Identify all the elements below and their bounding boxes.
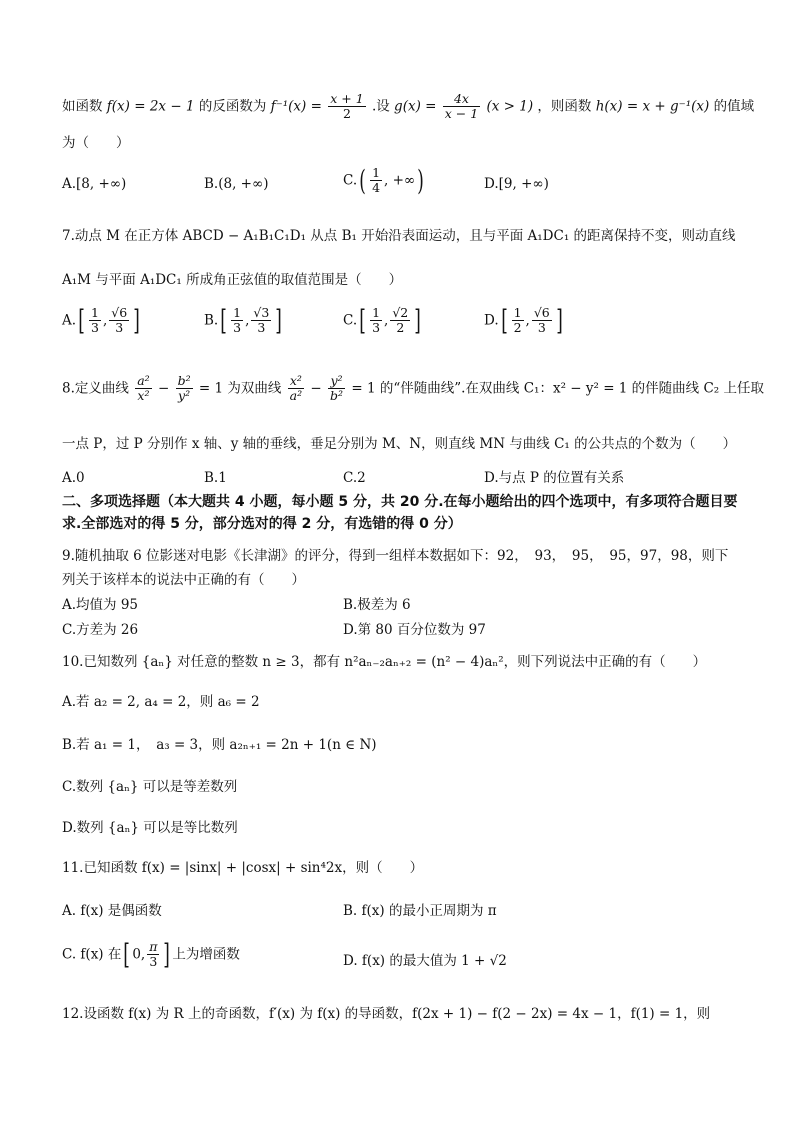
section-heading: 二、多项选择题（本大题共 4 小题，每小题 5 分，共 20 分.在每小题给出的四个选项中，有多项符合题目要求.全部选对的得 5 分，部分选对的得 2 分，有选错的得 0 分） xyxy=(62,494,738,532)
q9-option-a: A.均值为 95 xyxy=(62,597,139,613)
q6-g-definition: g(x) = xyxy=(394,98,437,115)
q7-option-c: C.[ $\frac{1}{3}$ , $\frac{√2}{2}$ ] xyxy=(343,303,421,337)
q9-line2: 列关于该样本的说法中正确的有（ ） xyxy=(62,572,305,588)
q10-line1: 10.已知数列 {aₙ} 对任意的整数 n ≥ 3，都有 n²aₙ₋₂aₙ₊₂ = (n² − 4)aₙ²，则下列说法中正确的有（ ） xyxy=(62,654,707,670)
q6-line2: 为（ ） xyxy=(62,135,130,151)
q7-line2: A₁M 与平面 A₁DC₁ 所成角正弦值的取值范围是（ ） xyxy=(62,272,403,288)
q7-option-d: D.[ $\frac{1}{2}$ , $\frac{√6}{3}$ ] xyxy=(484,303,563,337)
q6-fraction-1: $\frac{x + 1}{2}$ xyxy=(330,91,364,122)
q11-option-b: B. f(x) 的最小正周期为 π xyxy=(343,903,497,919)
q8-option-b: B.1 xyxy=(204,470,227,486)
q11-option-d: D. f(x) 的最大值为 1 + √2 xyxy=(343,953,507,969)
q6-f-definition: f(x) = 2x − 1 xyxy=(106,98,195,115)
q6-option-c: C.( $\frac{1}{4}$ , +∞) xyxy=(343,163,424,197)
q9-line1: 9.随机抽取 6 位影迷对电影《长津湖》的评分，得到一组样本数据如下：92， 93， 95， 95，97，98，则下 xyxy=(62,548,729,564)
q12-line1: 12.设函数 f(x) 为 R 上的奇函数，f′(x) 为 f(x) 的导函数，f(2x + 1) − f(2 − 2x) = 4x − 1，f(1) = 1，则 xyxy=(62,1006,711,1022)
q10-option-c: C.数列 {aₙ} 可以是等差数列 xyxy=(62,779,238,795)
q10-option-a: A.若 a₂ = 2, a₄ = 2，则 a₆ = 2 xyxy=(62,694,260,710)
q7-line1: 7.动点 M 在正方体 ABCD − A₁B₁C₁D₁ 从点 B₁ 开始沿表面运动，且与平面 A₁DC₁ 的距离保持不变，则动直线 xyxy=(62,228,736,244)
q8-line1: 8.定义曲线 $\frac{\text{a²}}{\text{x²}}$ − $\frac{\text{b²}}{\text{y²}}$ = 1 为双曲线 $\frac{\text{x²}}{\text{a²}}$ − $\frac{\text{y²}}{\text{b²}}$ = 1 的“伴随曲线”.在双曲线 C₁：x² − y² = 1 的伴随曲线 C₂ 上任取 xyxy=(62,373,765,404)
q8-option-a: A.0 xyxy=(62,470,85,486)
q6-line1 xyxy=(62,91,755,122)
q6-text: 如函数 xyxy=(62,98,103,115)
q11-option-c: C. f(x) 在[ 0, $\frac{\pi}{3}$ ] 上为增函数 xyxy=(62,937,240,971)
q11-line1: 11.已知函数 f(x) = |sinx| + |cosx| + sin⁴2x，则（ ） xyxy=(62,860,424,876)
q6-fraction-2: $\frac{4x}{x - 1}$ xyxy=(444,91,479,122)
q6-text: 的值域 xyxy=(713,98,755,115)
q6-option-d: D.[9, +∞) xyxy=(484,176,549,192)
q8-line2: 一点 P，过 P 分别作 x 轴、y 轴的垂线，垂足分别为 M、N，则直线 MN 与曲线 C₁ 的公共点的个数为（ ） xyxy=(62,436,737,452)
q6-option-a: A.[8, +∞) xyxy=(62,176,127,192)
q6-text: ，则函数 xyxy=(537,98,592,115)
q6-option-b: B.(8, +∞) xyxy=(204,176,269,192)
q6-h-definition: h(x) = x + g⁻¹(x) xyxy=(595,98,710,115)
q7-option-b: B.[ $\frac{1}{3}$ , $\frac{√3}{3}$ ] xyxy=(204,303,283,337)
q8-option-d: D.与点 P 的位置有关系 xyxy=(484,470,625,486)
q10-option-b: B.若 a₁ = 1， a₃ = 3，则 a₂ₙ₊₁ = 2n + 1(n ∈ N) xyxy=(62,737,377,753)
q9-option-b: B.极差为 6 xyxy=(343,597,411,613)
q6-inverse: f⁻¹(x) = xyxy=(270,98,322,115)
q8-option-c: C.2 xyxy=(343,470,366,486)
q10-option-d: D.数列 {aₙ} 可以是等比数列 xyxy=(62,820,238,836)
q6-condition: (x > 1) xyxy=(486,98,534,115)
q9-option-c: C.方差为 26 xyxy=(62,622,139,638)
q9-option-d: D.第 80 百分位数为 97 xyxy=(343,622,486,638)
q11-option-a: A. f(x) 是偶函数 xyxy=(62,903,162,919)
q7-option-a: A.[ $\frac{1}{3}$ , $\frac{√6}{3}$ ] xyxy=(62,303,140,337)
q6-text: .设 xyxy=(371,98,390,115)
q6-text: 的反函数为 xyxy=(198,98,267,115)
